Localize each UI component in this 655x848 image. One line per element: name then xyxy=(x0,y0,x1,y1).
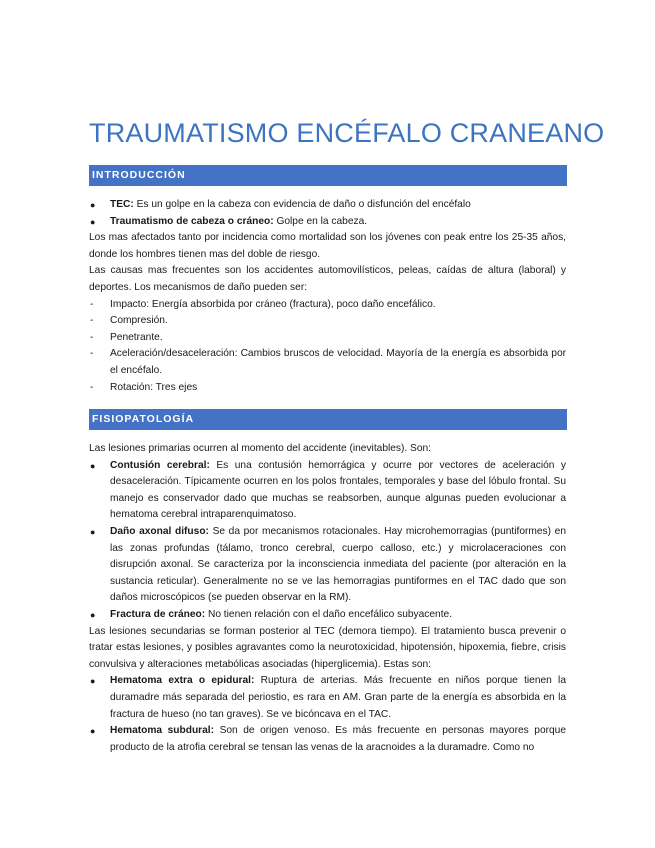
bullet-marker: ● xyxy=(90,609,96,620)
list-text: Aceleración/desaceleración: Cambios bruscos de velocidad. Mayoría de la energía es absorbida por el encéfalo. xyxy=(110,348,566,376)
list-text: Es una contusión hemorrágica y ocurre por vectores de aceleración y desaceleración. Típicamente ocurren en los polos frontales, temporales y base del lóbulo frontal. Su manejo es conservador dado que muchas se reabsorben, aunque algunas pueden evolucionar a hematoma cerebral intraparenquimatoso. xyxy=(110,459,567,521)
bullet-marker: ● xyxy=(90,676,96,687)
list-text: Penetrante. xyxy=(110,331,163,343)
list-item xyxy=(89,330,566,347)
list-item xyxy=(89,380,566,397)
list-item xyxy=(89,214,566,231)
list-text: Golpe en la cabeza. xyxy=(273,215,368,227)
bullet-marker: ● xyxy=(90,526,96,537)
list-item xyxy=(89,723,566,756)
list-item xyxy=(89,673,566,723)
list-text: Rotación: Tres ejes xyxy=(110,381,198,393)
list-item xyxy=(89,607,566,624)
list-text: Se da por mecanismos rotacionales. Hay microhemorragias (puntiformes) en las zonas profundas (tálamo, tronco cerebral, cuerpo calloso, etc.) y microlaceraciones con disrupción axonal. Se caracteriza por la inconsciencia inmediata del paciente (por alteración en la sustancia reticular). Generalmente no se ve las hemorragias puntiformes en el TAC dado que son daños microscópicos (se pueden observar en la RM). xyxy=(110,525,567,604)
list-item xyxy=(89,346,566,379)
dash-marker: - xyxy=(90,348,94,360)
section-heading-introduccion: INTRODUCCIÓN xyxy=(89,165,567,186)
list-item xyxy=(89,313,566,330)
section-body-fisiopatologia xyxy=(89,441,566,756)
bullet-marker: ● xyxy=(90,216,96,227)
dash-marker: - xyxy=(90,298,94,310)
list-term: Traumatismo de cabeza o cráneo: xyxy=(110,215,274,227)
page-title: TRAUMATISMO ENCÉFALO CRANEANO xyxy=(89,118,605,148)
list-term: TEC: xyxy=(110,199,134,210)
list-term: Hematoma subdural: xyxy=(110,725,215,737)
paragraph: Las lesiones primarias ocurren al momento del accidente (inevitables). Son: xyxy=(89,443,432,454)
dash-marker: - xyxy=(90,315,94,327)
paragraph: Los mas afectados tanto por incidencia como mortalidad son los jóvenes con peak entre los 25-35 años, donde los hombres tienen mas del doble de riesgo. xyxy=(89,232,566,260)
list-item xyxy=(89,524,566,607)
bullet-marker: ● xyxy=(90,200,96,210)
list-item xyxy=(89,197,566,214)
paragraph: Las causas mas frecuentes son los accidentes automovilísticos, peleas, caídas de altura (laboral) y deportes. Los mecanismos de daño pueden ser: xyxy=(89,265,566,293)
list-text: Son de origen venoso. Es más frecuente en personas mayores porque producto de la atrofia cerebral se tensan las venas de la aracnoides a la duramadre. Como no xyxy=(110,725,566,753)
list-term: Daño axonal difuso: xyxy=(110,525,209,537)
section-body-introduccion xyxy=(89,197,566,396)
paragraph: Las lesiones secundarias se forman posterior al TEC (demora tiempo). El tratamiento busca prevenir o tratar estas lesiones, y posibles agravantes como la neurotoxicidad, hipotensión, hipoxemia, fiebre, crisis convulsiva y alteraciones metabólicas asociadas (hiperglicemia). Estas son: xyxy=(89,625,566,670)
bullet-marker: ● xyxy=(90,726,96,737)
list-text: Impacto: Energía absorbida por cráneo (fractura), poco daño encefálico. xyxy=(110,298,436,310)
list-item xyxy=(89,458,566,524)
list-term: Fractura de cráneo: xyxy=(110,608,206,620)
list-text: Es un golpe en la cabeza con evidencia de daño o disfunción del encéfalo xyxy=(133,199,471,210)
list-term: Hematoma extra o epidural: xyxy=(110,675,255,687)
list-text: Ruptura de arterias. Más frecuente en niños porque tienen la duramadre más separada del periostio, es rara en AM. Gran parte de la energía es absorbida en la fractura de hueso (no tan graves). Se ve bicóncava en el TAC. xyxy=(110,675,566,720)
dash-marker: - xyxy=(90,331,94,343)
list-item xyxy=(89,297,566,314)
list-text: No tienen relación con el daño encefálico subyacente. xyxy=(205,608,453,620)
dash-marker: - xyxy=(90,381,94,393)
bullet-marker: ● xyxy=(90,460,96,471)
list-term: Contusión cerebral: xyxy=(110,459,210,471)
section-heading-fisiopatologia: FISIOPATOLOGÍA xyxy=(89,409,567,430)
list-text: Compresión. xyxy=(110,315,168,327)
